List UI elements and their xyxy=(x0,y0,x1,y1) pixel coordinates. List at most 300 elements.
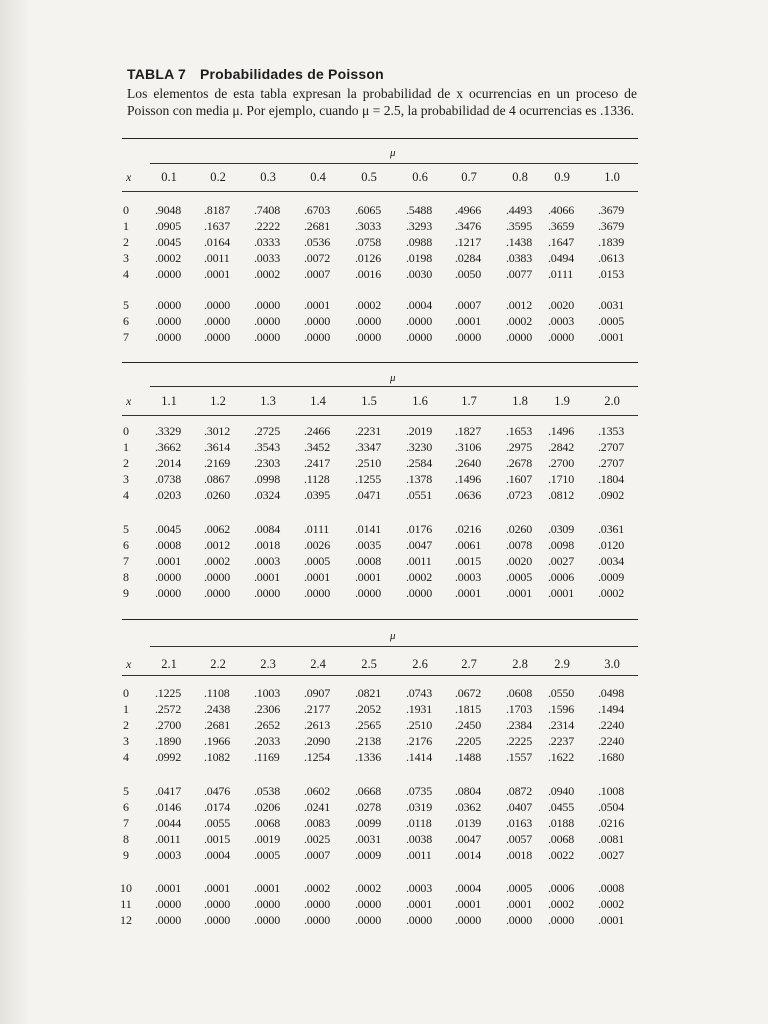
block-top-rule xyxy=(122,619,638,620)
probability-cell: .2565 xyxy=(355,718,382,732)
probability-cell: .0000 xyxy=(506,330,533,344)
probability-cell: .3012 xyxy=(204,424,231,438)
probability-cell: .2237 xyxy=(548,734,575,748)
probability-cell: .3659 xyxy=(548,219,575,233)
probability-cell: .2205 xyxy=(455,734,482,748)
probability-cell: .2417 xyxy=(304,456,331,470)
probability-cell: .0362 xyxy=(455,800,482,814)
probability-cell: .0309 xyxy=(548,522,575,536)
probability-cell: .0000 xyxy=(406,330,433,344)
row-x-value: 8 xyxy=(123,570,129,584)
row-x-value: 0 xyxy=(123,203,129,217)
probability-cell: .0005 xyxy=(304,554,331,568)
row-x-value: 0 xyxy=(123,424,129,438)
probability-cell: .0000 xyxy=(355,314,382,328)
mu-column-header: 1.0 xyxy=(604,170,620,184)
probability-cell: .0538 xyxy=(254,784,281,798)
probability-cell: .0047 xyxy=(406,538,433,552)
mu-column-header: 1.9 xyxy=(554,394,570,408)
mu-column-header: 0.6 xyxy=(412,170,428,184)
probability-cell: .0260 xyxy=(204,488,231,502)
header-rule xyxy=(122,191,638,192)
probability-cell: .1488 xyxy=(455,750,482,764)
probability-cell: .1254 xyxy=(304,750,331,764)
probability-cell: .0001 xyxy=(204,881,231,895)
probability-cell: .0001 xyxy=(355,570,382,584)
probability-cell: .0000 xyxy=(355,330,382,344)
mu-sub-rule xyxy=(150,386,638,387)
probability-cell: .0000 xyxy=(204,913,231,927)
probability-cell: .0000 xyxy=(406,314,433,328)
probability-cell: .3230 xyxy=(406,440,433,454)
probability-cell: .1438 xyxy=(506,235,533,249)
probability-cell: .2438 xyxy=(204,702,231,716)
probability-cell: .1496 xyxy=(548,424,575,438)
probability-cell: .1931 xyxy=(406,702,433,716)
probability-cell: .0015 xyxy=(455,554,482,568)
probability-cell: .0003 xyxy=(254,554,281,568)
probability-cell: .0163 xyxy=(506,816,533,830)
header-rule xyxy=(122,415,638,416)
mu-column-header: 2.4 xyxy=(310,657,326,671)
mu-column-header: 0.7 xyxy=(461,170,477,184)
probability-cell: .0000 xyxy=(155,586,182,600)
mu-column-header: 0.1 xyxy=(161,170,177,184)
probability-cell: .0001 xyxy=(204,267,231,281)
probability-cell: .0006 xyxy=(548,881,575,895)
mu-column-header: 0.4 xyxy=(310,170,326,184)
probability-cell: .0009 xyxy=(355,848,382,862)
probability-cell: .1128 xyxy=(304,472,330,486)
probability-cell: .2640 xyxy=(455,456,482,470)
probability-cell: .1653 xyxy=(506,424,533,438)
probability-cell: .1378 xyxy=(406,472,433,486)
mu-column-header: 0.3 xyxy=(260,170,276,184)
probability-cell: .0002 xyxy=(204,554,231,568)
probability-cell: .1647 xyxy=(548,235,575,249)
probability-cell: .3679 xyxy=(598,219,625,233)
mu-column-header: 2.7 xyxy=(461,657,477,671)
probability-cell: .2019 xyxy=(406,424,433,438)
probability-cell: .0000 xyxy=(254,897,281,911)
probability-cell: .0111 xyxy=(548,267,574,281)
probability-cell: .0068 xyxy=(548,832,575,846)
probability-cell: .0000 xyxy=(204,586,231,600)
mu-column-header: 1.6 xyxy=(412,394,428,408)
probability-cell: .1815 xyxy=(455,702,482,716)
probability-cell: .0002 xyxy=(548,897,575,911)
probability-cell: .0007 xyxy=(304,267,331,281)
probability-cell: .2014 xyxy=(155,456,182,470)
mu-column-header: 1.4 xyxy=(310,394,326,408)
probability-cell: .0014 xyxy=(455,848,482,862)
probability-cell: .0062 xyxy=(204,522,231,536)
row-x-value: 6 xyxy=(123,538,129,552)
probability-cell: .2240 xyxy=(598,718,625,732)
row-x-value: 4 xyxy=(123,750,129,764)
probability-cell: .0992 xyxy=(155,750,182,764)
probability-cell: .2314 xyxy=(548,718,575,732)
probability-cell: .0008 xyxy=(355,554,382,568)
block-top-rule xyxy=(122,362,638,363)
row-x-value: 7 xyxy=(123,330,129,344)
probability-cell: .2384 xyxy=(506,718,533,732)
probability-cell: .0118 xyxy=(406,816,432,830)
probability-cell: .0000 xyxy=(406,913,433,927)
probability-cell: .0035 xyxy=(355,538,382,552)
probability-cell: .1414 xyxy=(406,750,433,764)
row-x-value: 2 xyxy=(123,235,129,249)
probability-cell: .0000 xyxy=(204,298,231,312)
probability-cell: .0907 xyxy=(304,686,331,700)
probability-cell: .1680 xyxy=(598,750,625,764)
probability-cell: .2584 xyxy=(406,456,433,470)
probability-cell: .2510 xyxy=(355,456,382,470)
probability-cell: .2466 xyxy=(304,424,331,438)
x-column-header: x xyxy=(126,394,132,408)
probability-cell: .0001 xyxy=(506,586,533,600)
probability-cell: .0003 xyxy=(406,881,433,895)
probability-cell: .3293 xyxy=(406,219,433,233)
probability-cell: .0000 xyxy=(155,314,182,328)
probability-cell: .0000 xyxy=(254,586,281,600)
probability-cell: .0319 xyxy=(406,800,433,814)
probability-cell: .0099 xyxy=(355,816,382,830)
probability-cell: .0905 xyxy=(155,219,182,233)
probability-cell: .0284 xyxy=(455,251,482,265)
probability-cell: .0002 xyxy=(598,586,625,600)
mu-column-header: 0.5 xyxy=(361,170,377,184)
probability-cell: .0743 xyxy=(406,686,433,700)
probability-cell: .6703 xyxy=(304,203,331,217)
probability-cell: .0007 xyxy=(455,298,482,312)
mu-column-header: 2.1 xyxy=(161,657,177,671)
probability-cell: .3543 xyxy=(254,440,281,454)
probability-cell: .2306 xyxy=(254,702,281,716)
probability-cell: .0723 xyxy=(506,488,533,502)
probability-cell: .5488 xyxy=(406,203,433,217)
probability-cell: .1827 xyxy=(455,424,482,438)
row-x-value: 9 xyxy=(123,586,129,600)
probability-cell: .0000 xyxy=(304,897,331,911)
probability-cell: .0203 xyxy=(155,488,182,502)
probability-cell: .0636 xyxy=(455,488,482,502)
probability-cell: .4966 xyxy=(455,203,482,217)
probability-cell: .0002 xyxy=(355,298,382,312)
probability-cell: .0030 xyxy=(406,267,433,281)
probability-cell: .0001 xyxy=(455,897,482,911)
probability-cell: .0000 xyxy=(204,897,231,911)
probability-cell: .0005 xyxy=(506,881,533,895)
probability-cell: .2222 xyxy=(254,219,281,233)
probability-cell: .0018 xyxy=(254,538,281,552)
probability-cell: .0126 xyxy=(355,251,382,265)
probability-cell: .0471 xyxy=(355,488,382,502)
probability-cell: .0007 xyxy=(304,848,331,862)
probability-cell: .0164 xyxy=(204,235,231,249)
probability-cell: .0005 xyxy=(598,314,625,328)
probability-cell: .0608 xyxy=(506,686,533,700)
probability-cell: .4066 xyxy=(548,203,575,217)
probability-cell: .0000 xyxy=(254,330,281,344)
probability-cell: .0000 xyxy=(155,570,182,584)
row-x-value: 9 xyxy=(123,848,129,862)
probability-cell: .0027 xyxy=(548,554,575,568)
probability-cell: .0005 xyxy=(254,848,281,862)
probability-cell: .2240 xyxy=(598,734,625,748)
block-top-rule xyxy=(122,138,638,139)
probability-cell: .0000 xyxy=(355,913,382,927)
probability-cell: .0003 xyxy=(455,570,482,584)
row-x-value: 1 xyxy=(123,702,129,716)
probability-cell: .0022 xyxy=(548,848,575,862)
probability-cell: .0998 xyxy=(254,472,281,486)
probability-cell: .2572 xyxy=(155,702,182,716)
probability-cell: .0000 xyxy=(304,330,331,344)
probability-cell: .1225 xyxy=(155,686,182,700)
probability-cell: .2176 xyxy=(406,734,433,748)
probability-cell: .0084 xyxy=(254,522,281,536)
probability-cell: .3476 xyxy=(455,219,482,233)
probability-cell: .0000 xyxy=(506,913,533,927)
probability-cell: .0176 xyxy=(406,522,433,536)
probability-cell: .0081 xyxy=(598,832,625,846)
row-x-value: 7 xyxy=(123,816,129,830)
probability-cell: .0188 xyxy=(548,816,575,830)
probability-cell: .2169 xyxy=(204,456,231,470)
probability-cell: .0047 xyxy=(455,832,482,846)
probability-cell: .0000 xyxy=(304,586,331,600)
probability-cell: .0872 xyxy=(506,784,533,798)
probability-cell: .0025 xyxy=(304,832,331,846)
probability-cell: .0031 xyxy=(598,298,625,312)
row-x-value: 3 xyxy=(123,734,129,748)
row-x-value: 6 xyxy=(123,800,129,814)
row-x-value: 4 xyxy=(123,267,129,281)
probability-cell: .0455 xyxy=(548,800,575,814)
probability-cell: .0000 xyxy=(204,570,231,584)
probability-cell: .0504 xyxy=(598,800,625,814)
probability-cell: .3452 xyxy=(304,440,331,454)
probability-cell: .0146 xyxy=(155,800,182,814)
probability-cell: .0006 xyxy=(548,570,575,584)
row-x-value: 2 xyxy=(123,718,129,732)
probability-cell: .0000 xyxy=(304,314,331,328)
probability-cell: .0536 xyxy=(304,235,331,249)
probability-cell: .1966 xyxy=(204,734,231,748)
probability-cell: .2138 xyxy=(355,734,382,748)
probability-cell: .0003 xyxy=(548,314,575,328)
probability-cell: .1607 xyxy=(506,472,533,486)
probability-cell: .0038 xyxy=(406,832,433,846)
probability-cell: .0000 xyxy=(254,314,281,328)
probability-cell: .0476 xyxy=(204,784,231,798)
probability-cell: .0000 xyxy=(548,913,575,927)
probability-cell: .0002 xyxy=(355,881,382,895)
probability-cell: .0333 xyxy=(254,235,281,249)
probability-cell: .0613 xyxy=(598,251,625,265)
row-x-value: 3 xyxy=(123,472,129,486)
probability-cell: .0061 xyxy=(455,538,482,552)
probability-cell: .0550 xyxy=(548,686,575,700)
probability-cell: .2652 xyxy=(254,718,281,732)
mu-column-header: 3.0 xyxy=(604,657,620,671)
mu-column-header: 2.9 xyxy=(554,657,570,671)
probability-cell: .0078 xyxy=(506,538,533,552)
probability-cell: .0033 xyxy=(254,251,281,265)
probability-cell: .0001 xyxy=(455,586,482,600)
probability-cell: .0812 xyxy=(548,488,575,502)
probability-cell: .0216 xyxy=(455,522,482,536)
mu-column-header: 2.6 xyxy=(412,657,428,671)
probability-cell: .2681 xyxy=(304,219,331,233)
probability-cell: .2613 xyxy=(304,718,331,732)
probability-cell: .0198 xyxy=(406,251,433,265)
probability-cell: .0407 xyxy=(506,800,533,814)
probability-cell: .3679 xyxy=(598,203,625,217)
probability-cell: .2842 xyxy=(548,440,575,454)
probability-cell: .2450 xyxy=(455,718,482,732)
mu-column-header: 1.5 xyxy=(361,394,377,408)
probability-cell: .0001 xyxy=(155,881,182,895)
probability-cell: .1108 xyxy=(204,686,230,700)
probability-cell: .0000 xyxy=(155,330,182,344)
probability-cell: .1169 xyxy=(254,750,280,764)
probability-cell: .0011 xyxy=(155,832,181,846)
probability-cell: .0083 xyxy=(304,816,331,830)
header-rule xyxy=(122,675,638,676)
probability-cell: .0206 xyxy=(254,800,281,814)
probability-cell: .0241 xyxy=(304,800,331,814)
probability-cell: .0072 xyxy=(304,251,331,265)
probability-cell: .3033 xyxy=(355,219,382,233)
mu-column-header: 1.3 xyxy=(260,394,276,408)
x-column-header: x xyxy=(126,657,132,671)
probability-cell: .0002 xyxy=(254,267,281,281)
probability-cell: .0020 xyxy=(548,298,575,312)
probability-cell: .2975 xyxy=(506,440,533,454)
probability-cell: .0000 xyxy=(455,913,482,927)
probability-cell: .0735 xyxy=(406,784,433,798)
probability-cell: .0804 xyxy=(455,784,482,798)
probability-cell: .9048 xyxy=(155,203,182,217)
probability-cell: .0011 xyxy=(406,848,432,862)
probability-cell: .0034 xyxy=(598,554,625,568)
probability-cell: .2725 xyxy=(254,424,281,438)
probability-cell: .1637 xyxy=(204,219,231,233)
row-x-value: 3 xyxy=(123,251,129,265)
probability-cell: .2090 xyxy=(304,734,331,748)
probability-cell: .0141 xyxy=(355,522,382,536)
probability-cell: .0000 xyxy=(455,330,482,344)
probability-cell: .0002 xyxy=(155,251,182,265)
probability-cell: .0001 xyxy=(455,314,482,328)
probability-cell: .3595 xyxy=(506,219,533,233)
probability-cell: .0000 xyxy=(155,267,182,281)
probability-cell: .0001 xyxy=(254,570,281,584)
probability-cell: .0821 xyxy=(355,686,382,700)
probability-cell: .0098 xyxy=(548,538,575,552)
probability-cell: .0417 xyxy=(155,784,182,798)
table-number: TABLA 7 xyxy=(127,66,186,82)
probability-cell: .0174 xyxy=(204,800,231,814)
mu-column-header: 2.3 xyxy=(260,657,276,671)
probability-cell: .0260 xyxy=(506,522,533,536)
probability-cell: .0383 xyxy=(506,251,533,265)
probability-cell: .1557 xyxy=(506,750,533,764)
probability-cell: .0000 xyxy=(355,897,382,911)
probability-cell: .0011 xyxy=(204,251,230,265)
probability-cell: .0008 xyxy=(598,881,625,895)
probability-cell: .0000 xyxy=(155,897,182,911)
mu-column-header: 1.7 xyxy=(461,394,477,408)
probability-cell: .0139 xyxy=(455,816,482,830)
probability-cell: .0000 xyxy=(204,330,231,344)
probability-cell: .0324 xyxy=(254,488,281,502)
probability-cell: .0011 xyxy=(406,554,432,568)
row-x-value: 8 xyxy=(123,832,129,846)
probability-cell: .0002 xyxy=(598,897,625,911)
probability-cell: .1255 xyxy=(355,472,382,486)
probability-cell: .0000 xyxy=(355,586,382,600)
probability-cell: .0009 xyxy=(598,570,625,584)
probability-cell: .0002 xyxy=(406,570,433,584)
probability-cell: .0003 xyxy=(155,848,182,862)
probability-cell: .0494 xyxy=(548,251,575,265)
row-x-value: 7 xyxy=(123,554,129,568)
page-edge-shadow xyxy=(0,0,30,1024)
mu-label: μ xyxy=(390,630,396,642)
x-column-header: x xyxy=(126,170,132,184)
probability-cell: .0012 xyxy=(506,298,533,312)
mu-label: μ xyxy=(390,372,396,384)
probability-cell: .2700 xyxy=(155,718,182,732)
probability-cell: .0005 xyxy=(506,570,533,584)
probability-cell: .0551 xyxy=(406,488,433,502)
table-description: Los elementos de esta tabla expresan la probabilidad de x ocurrencias en un proceso de Poisson con media μ. Por ejemplo, cuando μ = 2.5, la probabilidad de 4 ocurrencias es .1336. xyxy=(127,86,637,118)
probability-cell: .1703 xyxy=(506,702,533,716)
probability-cell: .0111 xyxy=(304,522,330,536)
probability-cell: .0001 xyxy=(506,897,533,911)
probability-cell: .0672 xyxy=(455,686,482,700)
probability-cell: .0361 xyxy=(598,522,625,536)
mu-column-header: 2.0 xyxy=(604,394,620,408)
probability-cell: .0002 xyxy=(304,881,331,895)
mu-column-header: 1.8 xyxy=(512,394,528,408)
probability-cell: .2225 xyxy=(506,734,533,748)
mu-sub-rule xyxy=(150,646,638,647)
probability-cell: .0000 xyxy=(155,913,182,927)
probability-cell: .0001 xyxy=(155,554,182,568)
probability-cell: .3614 xyxy=(204,440,231,454)
row-x-value: 5 xyxy=(123,522,129,536)
probability-cell: .1217 xyxy=(455,235,482,249)
probability-cell: .1496 xyxy=(455,472,482,486)
probability-cell: .1890 xyxy=(155,734,182,748)
row-x-value: 5 xyxy=(123,784,129,798)
probability-cell: .1082 xyxy=(204,750,231,764)
mu-column-header: 2.8 xyxy=(512,657,528,671)
probability-cell: .2707 xyxy=(598,440,625,454)
probability-cell: .0004 xyxy=(455,881,482,895)
probability-cell: .0000 xyxy=(406,586,433,600)
probability-cell: .3106 xyxy=(455,440,482,454)
table-title: Probabilidades de Poisson xyxy=(199,66,384,82)
probability-cell: .0027 xyxy=(598,848,625,862)
row-x-value: 5 xyxy=(123,298,129,312)
mu-column-header: 0.8 xyxy=(512,170,528,184)
probability-cell: .0153 xyxy=(598,267,625,281)
